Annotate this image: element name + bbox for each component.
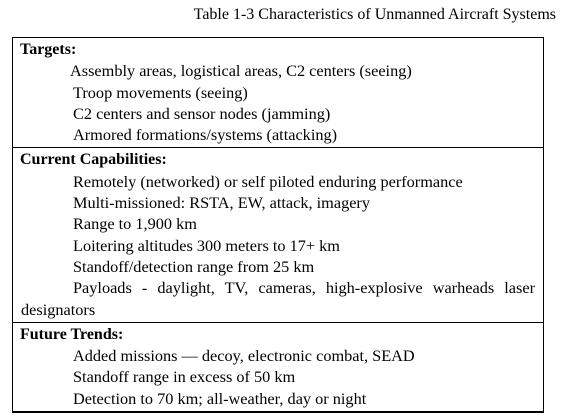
list-item: Loitering altitudes 300 meters to 17+ km bbox=[73, 235, 340, 255]
list-item: Standoff range in excess of 50 km bbox=[73, 367, 296, 387]
list-item: Range to 1,900 km bbox=[73, 214, 197, 234]
table-caption: Table 1-3 Characteristics of Unmanned Aircraft Systems bbox=[193, 6, 556, 23]
list-item: Added missions — decoy, electronic combat, SEAD bbox=[73, 346, 415, 366]
list-item: Troop movements (seeing) bbox=[73, 82, 248, 102]
list-item: Standoff/detection range from 25 km bbox=[73, 256, 315, 276]
list-item: Detection to 70 km; all-weather, day or night bbox=[73, 388, 367, 408]
list-item: Payloads - daylight, TV, cameras, high-explosive warheads laser designators bbox=[21, 278, 535, 319]
list-item: Remotely (networked) or self piloted enduring performance bbox=[73, 171, 463, 191]
characteristics-table bbox=[12, 37, 544, 413]
list-item: Assembly areas, logistical areas, C2 centers (seeing) bbox=[70, 61, 412, 81]
list-item: C2 centers and sensor nodes (jamming) bbox=[73, 103, 331, 123]
list-item: Multi-missioned: RSTA, EW, attack, imagery bbox=[73, 193, 370, 213]
section-heading: Targets: bbox=[20, 41, 77, 58]
section-heading: Current Capabilities: bbox=[20, 151, 167, 169]
section-future-trends bbox=[13, 322, 543, 411]
section-current-capabilities bbox=[13, 147, 543, 321]
section-heading: Future Trends: bbox=[20, 325, 124, 343]
section-targets bbox=[13, 38, 543, 147]
list-item: Armored formations/systems (attacking) bbox=[73, 125, 338, 145]
